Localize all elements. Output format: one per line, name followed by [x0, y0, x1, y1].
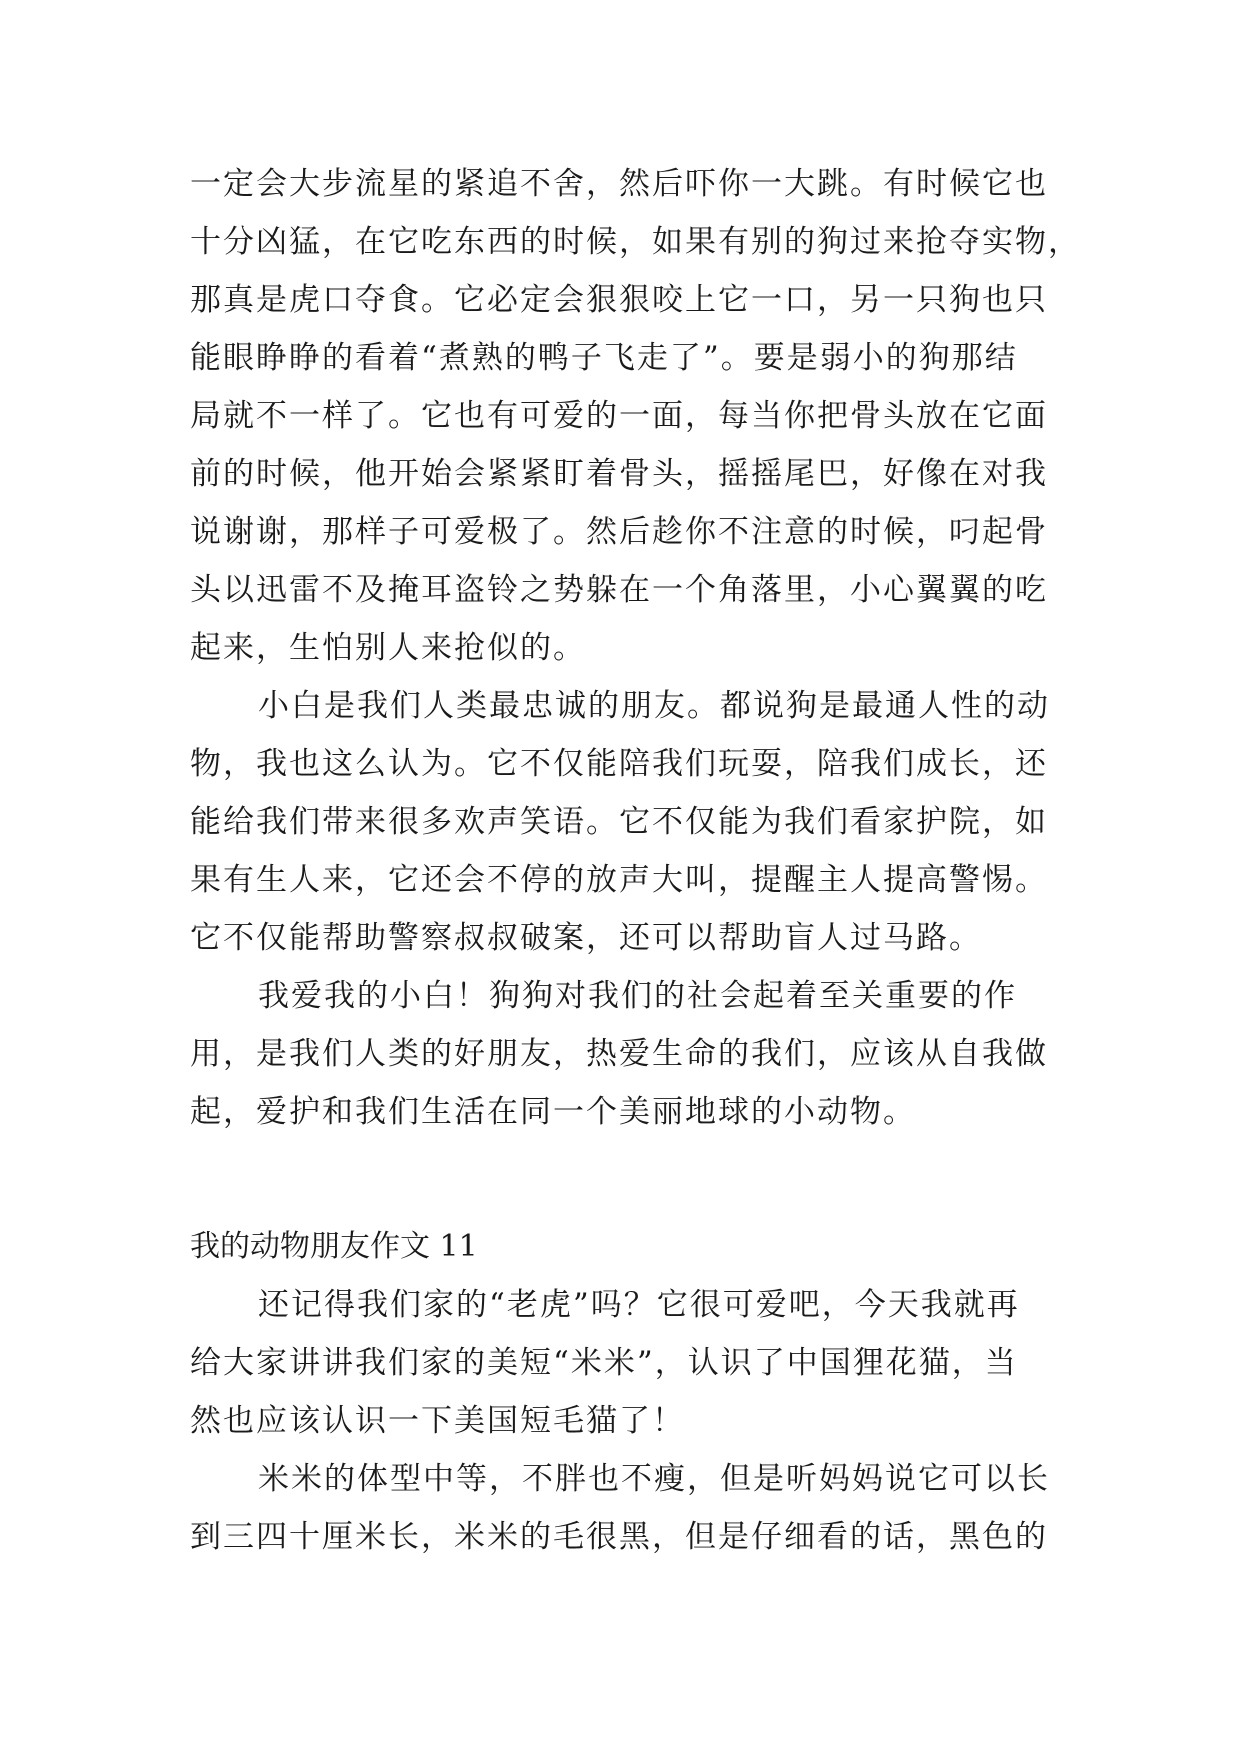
text-line: 到三四十厘米长，米米的毛很黑，但是仔细看的话，黑色的: [190, 1519, 1048, 1555]
text-line: 前的时候，他开始会紧紧盯着骨头，摇摇尾巴，好像在对我: [190, 456, 1048, 492]
text-line: 头以迅雷不及掩耳盗铃之势躲在一个角落里，小心翼翼的吃: [190, 572, 1048, 608]
text-line: 还记得我们家的“老虎”吗？它很可爱吧，今天我就再: [258, 1287, 1020, 1323]
text-line: 果有生人来，它还会不停的放声大叫，提醒主人提高警惕。: [190, 862, 1048, 898]
text-line: 然也应该认识一下美国短毛猫了！: [190, 1403, 685, 1439]
essay-heading: 我的动物朋友作文 11: [190, 1229, 478, 1264]
paragraph-dog-behavior: [190, 155, 1081, 677]
text-line: 能给我们带来很多欢声笑语。它不仅能为我们看家护院，如: [190, 804, 1048, 840]
paragraph-loyal-friend: [190, 677, 1060, 967]
text-line: 它不仅能帮助警察叔叔破案，还可以帮助盲人过马路。: [190, 920, 982, 956]
text-line: 能眼睁睁的看着“煮熟的鸭子飞走了”。要是弱小的狗那结: [190, 340, 1018, 376]
text-line: 那真是虎口夺食。它必定会狠狠咬上它一口，另一只狗也只: [190, 282, 1048, 318]
paragraph-cat-appearance: [190, 1450, 1060, 1566]
text-line: 起，爱护和我们生活在同一个美丽地球的小动物。: [190, 1094, 916, 1130]
paragraph-conclusion: [190, 967, 1060, 1141]
text-line: 米米的体型中等，不胖也不瘦，但是听妈妈说它可以长: [258, 1461, 1050, 1497]
text-line: 一定会大步流星的紧追不舍，然后吓你一大跳。有时候它也: [190, 166, 1048, 202]
text-line: 小白是我们人类最忠诚的朋友。都说狗是最通人性的动: [258, 688, 1050, 724]
text-line: 给大家讲讲我们家的美短“米米”，认识了中国狸花猫，当: [190, 1345, 1018, 1381]
text-line: 我爱我的小白！狗狗对我们的社会起着至关重要的作: [258, 978, 1017, 1014]
text-line: 用，是我们人类的好朋友，热爱生命的我们，应该从自我做: [190, 1036, 1048, 1072]
text-line: 说谢谢，那样子可爱极了。然后趁你不注意的时候，叼起骨: [190, 514, 1048, 550]
text-line: 起来，生怕别人来抢似的。: [190, 630, 586, 666]
text-line: 十分凶猛，在它吃东西的时候，如果有别的狗过来抢夺实物，: [190, 224, 1081, 260]
text-line: 局就不一样了。它也有可爱的一面，每当你把骨头放在它面: [190, 398, 1048, 434]
paragraph-cat-intro: [190, 1276, 1060, 1450]
text-line: 物，我也这么认为。它不仅能陪我们玩耍，陪我们成长，还: [190, 746, 1048, 782]
